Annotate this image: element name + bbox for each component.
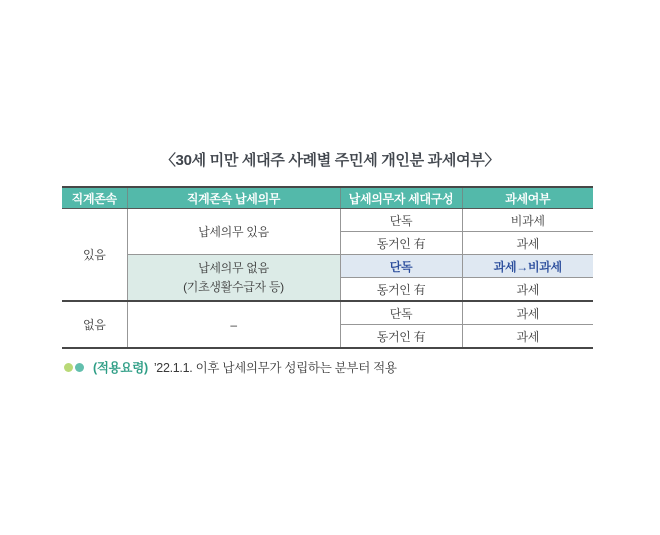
cell-duty-dash: – [127,301,340,348]
cell-taxation: 비과세 [462,209,593,232]
cell-composition: 동거인 有 [340,278,462,302]
header-ascendant-duty: 직계존속 납세의무 [127,187,340,209]
cell-composition-highlighted: 단독 [340,255,462,278]
duty-none-line2: (기초생활수급자 등) [183,279,284,294]
cell-duty-none [127,255,340,302]
duty-none-line1: 납세의무 없음 [198,260,269,275]
cell-taxation-highlighted: 과세→비과세 [462,255,593,278]
cell-composition: 동거인 有 [340,325,462,349]
note-label: (적용요령) [93,361,148,375]
cell-ascendant-absent: 없음 [62,301,127,348]
cell-composition: 단독 [340,209,462,232]
cell-taxation: 과세 [462,278,593,302]
table-row [62,209,593,232]
note-text: ’22.1.1. 이후 납세의무가 성립하는 분부터 적용 [153,361,397,375]
header-ascendant: 직계존속 [62,187,127,209]
taxation-table [62,186,593,349]
table-header-row [62,187,593,209]
cell-taxation: 과세 [462,232,593,255]
table-row [62,301,593,325]
cell-duty-has: 납세의무 있음 [127,209,340,255]
header-taxation: 과세여부 [462,187,593,209]
cell-taxation: 과세 [462,325,593,349]
header-household-composition: 납세의무자 세대구성 [340,187,462,209]
table-row [62,255,593,278]
bullet-teal-icon [75,363,84,372]
cell-ascendant-present: 있음 [62,209,127,302]
bullet-green-icon [64,363,73,372]
application-note [64,358,397,376]
cell-composition: 단독 [340,301,462,325]
cell-taxation: 과세 [462,301,593,325]
cell-composition: 동거인 有 [340,232,462,255]
page-title: 〈30세 미만 세대주 사례별 주민세 개인분 과세여부〉 [160,152,500,169]
